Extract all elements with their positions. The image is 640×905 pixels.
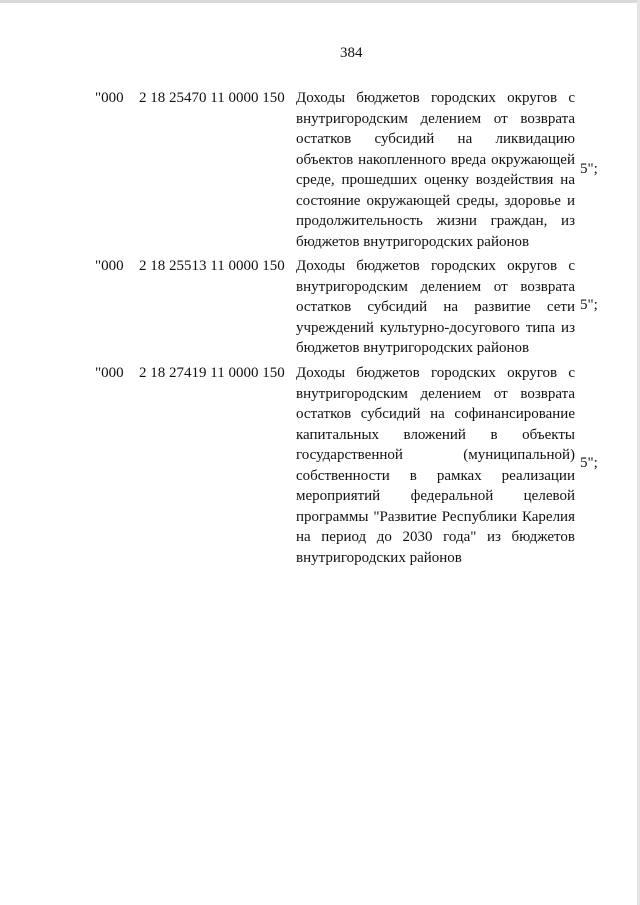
kbk-code: 2 18 27419 11 0000 150 [139,365,285,381]
scan-edge-top [0,0,640,3]
row-tail: 5"; [580,161,598,177]
revenue-description: Доходы бюджетов городских округов с внутригородским делением от возврата остатков субсидий на софинансирование капитальных вложений в объекты государственной (муниципальной) собственности в рамках реализации мероприятий федеральной целевой программы "Развитие Республики Карелия на период до 2030 года" из бюджетов внутригородских районов [296,365,575,566]
kbk-code: 2 18 25513 11 0000 150 [139,258,285,274]
revenue-description: Доходы бюджетов городских округов с внутригородским делением от возврата остатков субсидий на ликвидацию объектов накопленного вреда окружающей среде, прошедших оценку воздействия на состояние окружающей среды, здоровье и продолжительность жизни граждан, из бюджетов внутригородских районов [296,90,575,250]
page-number: 384 [340,45,363,61]
revenue-description: Доходы бюджетов городских округов с внутригородским делением от возврата остатков субсидий на развитие сети учреждений культурно-досугового типа из бюджетов внутригородских районов [296,258,575,356]
row-tail: 5"; [580,455,598,471]
code-prefix: "000 [95,258,124,274]
kbk-code: 2 18 25470 11 0000 150 [139,90,285,106]
row-tail: 5"; [580,297,598,313]
code-prefix: "000 [95,365,124,381]
code-prefix: "000 [95,90,124,106]
